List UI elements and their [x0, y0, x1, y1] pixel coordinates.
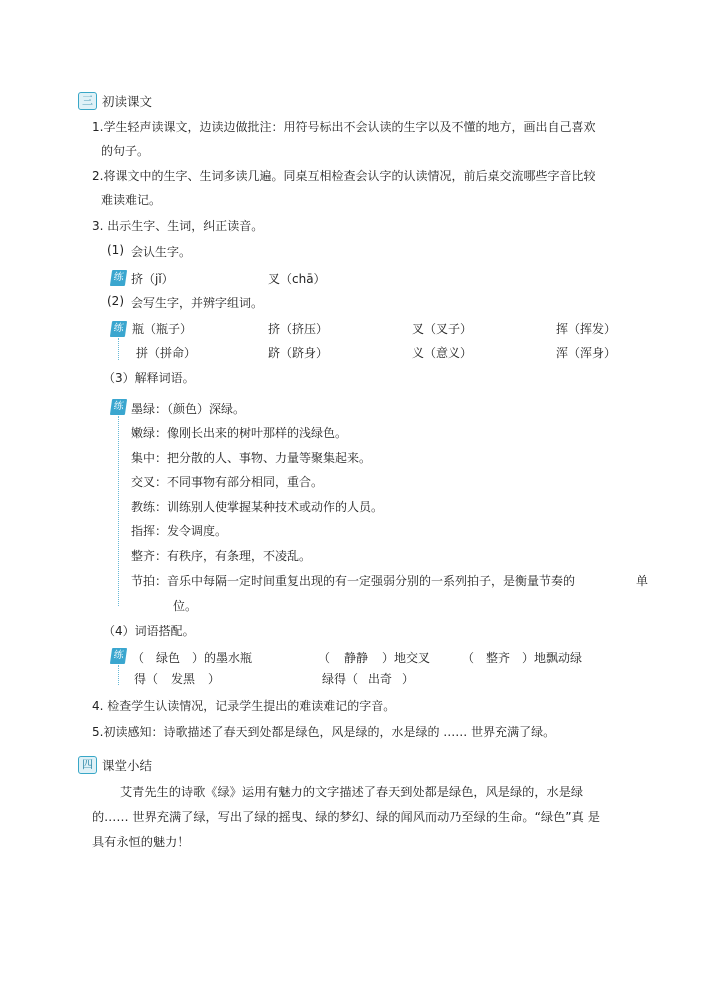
- practice-tag-label: 练: [110, 321, 127, 337]
- practice-tag-label: 练: [110, 270, 127, 286]
- definition-text: （颜色）深绿。: [167, 402, 246, 416]
- definition-text: 音乐中每隔一定时间重复出现的有一定强弱分别的一系列拍子，是衡量节奏的: [167, 574, 576, 588]
- definition-term: 教练：: [131, 500, 168, 514]
- write-word: 叉（叉子）: [412, 322, 473, 336]
- section-heading-4: [78, 756, 152, 774]
- definition-text: 发令调度。: [167, 524, 228, 538]
- match-answer: 出奇: [368, 672, 393, 686]
- sub-1-text: 会认生字。: [131, 245, 192, 259]
- definition-row: [131, 572, 575, 589]
- match-phrase: 绿得（ 出奇 ）: [322, 672, 415, 686]
- item-1-line-2: 的句子。: [101, 144, 150, 158]
- section-heading-3: [78, 92, 152, 110]
- definition-text: 不同事物有部分相同，重合。: [167, 475, 324, 489]
- practice-tag-label: 练: [110, 648, 127, 664]
- section-number: 三: [78, 92, 97, 110]
- match-phrase: （ 绿色 ）的墨水瓶: [132, 651, 253, 665]
- definition-term: 集中：: [131, 451, 168, 465]
- item-3: 3. 出示生字、生词，纠正读音。: [92, 219, 264, 233]
- definition-text: 有秩序，有条理，不凌乱。: [167, 549, 312, 563]
- match-phrase: （ 静静 ）地交叉: [318, 651, 431, 665]
- summary-line-2: 的…… 世界充满了绿，写出了绿的摇曳、绿的梦幻、绿的闻风而动乃至绿的生命。“绿色”真 是: [92, 810, 600, 824]
- practice-tag: [111, 320, 126, 337]
- definition-tail: 单: [636, 574, 649, 588]
- definition-row: [131, 522, 227, 539]
- write-word: 义（意义）: [412, 346, 473, 360]
- section-title: 课堂小结: [102, 758, 153, 773]
- summary-line-1: 艾青先生的诗歌《绿》运用有魅力的文字描述了春天到处都是绿色，风是绿的，水是绿: [120, 785, 584, 799]
- definition-row: [131, 498, 383, 515]
- practice-tag: [111, 269, 126, 286]
- write-word: 挤（挤压）: [268, 322, 329, 336]
- item-1-line-1: 1.学生轻声读课文，边读边做批注：用符号标出不会认读的生字以及不懂的地方，画出自己喜欢: [92, 120, 596, 134]
- definition-text: 训练别人使掌握某种技术或动作的人员。: [167, 500, 384, 514]
- definition-term: 嫩绿：: [131, 426, 168, 440]
- write-word: 瓶（瓶子）: [132, 322, 193, 336]
- sub-4-label: （4）词语搭配。: [103, 624, 195, 638]
- match-answer: 静静: [344, 651, 369, 665]
- match-phrase: （ 整齐 ）地飘动绿: [462, 651, 583, 665]
- summary-line-3: 具有永恒的魅力！: [92, 835, 190, 849]
- match-phrase: 得（ 发黑 ）: [134, 672, 221, 686]
- dotted-divider: [118, 665, 119, 685]
- definition-text: 把分散的人、事物、力量等聚集起来。: [167, 451, 372, 465]
- definition-row: [131, 449, 371, 466]
- definition-term: 墨绿：: [131, 402, 168, 416]
- definition-row: [131, 424, 347, 441]
- item-5: 5.初读感知：诗歌描述了春天到处都是绿色，风是绿的，水是绿的 …… 世界充满了绿。: [92, 725, 556, 739]
- write-word: 挥（挥发）: [556, 322, 617, 336]
- match-answer: 绿色: [156, 651, 181, 665]
- sub-2-label: (2): [107, 294, 124, 308]
- definition-row: [131, 400, 245, 417]
- match-answer: 整齐: [486, 651, 511, 665]
- practice-tag: [111, 398, 126, 415]
- sub-1-label: (1): [107, 243, 124, 257]
- definition-term: 交叉：: [131, 475, 168, 489]
- practice-tag-label: 练: [110, 399, 127, 415]
- recognize-char-1: 挤（jǐ）: [131, 272, 174, 286]
- write-word: 跻（跻身）: [268, 346, 329, 360]
- dotted-divider: [118, 416, 119, 606]
- definition-row: [131, 473, 323, 490]
- dotted-divider: [118, 338, 119, 360]
- match-answer: 发黑: [171, 672, 196, 686]
- definition-row: [131, 547, 311, 564]
- definition-term: 节拍：: [131, 574, 168, 588]
- section-title: 初读课文: [102, 94, 153, 109]
- write-word: 拼（拼命）: [136, 346, 197, 360]
- definition-term: 指挥：: [131, 524, 168, 538]
- recognize-char-2: 叉（chā）: [268, 272, 326, 286]
- section-number: 四: [78, 756, 97, 774]
- item-2-line-2: 难读难记。: [101, 193, 162, 207]
- sub-2-text: 会写生字，并辨字组词。: [131, 296, 264, 310]
- write-word: 浑（浑身）: [556, 346, 617, 360]
- practice-tag: [111, 647, 126, 664]
- definition-text: 像刚长出来的树叶那样的浅绿色。: [167, 426, 348, 440]
- definition-term: 整齐：: [131, 549, 168, 563]
- item-4: 4. 检查学生认读情况，记录学生提出的难读难记的字音。: [92, 699, 396, 713]
- definition-wrap: 位。: [173, 599, 198, 613]
- item-2-line-1: 2.将课文中的生字、生词多读几遍。同桌互相检查会认字的认读情况，前后桌交流哪些字音比较: [92, 169, 596, 183]
- sub-3-label: （3）解释词语。: [103, 371, 195, 385]
